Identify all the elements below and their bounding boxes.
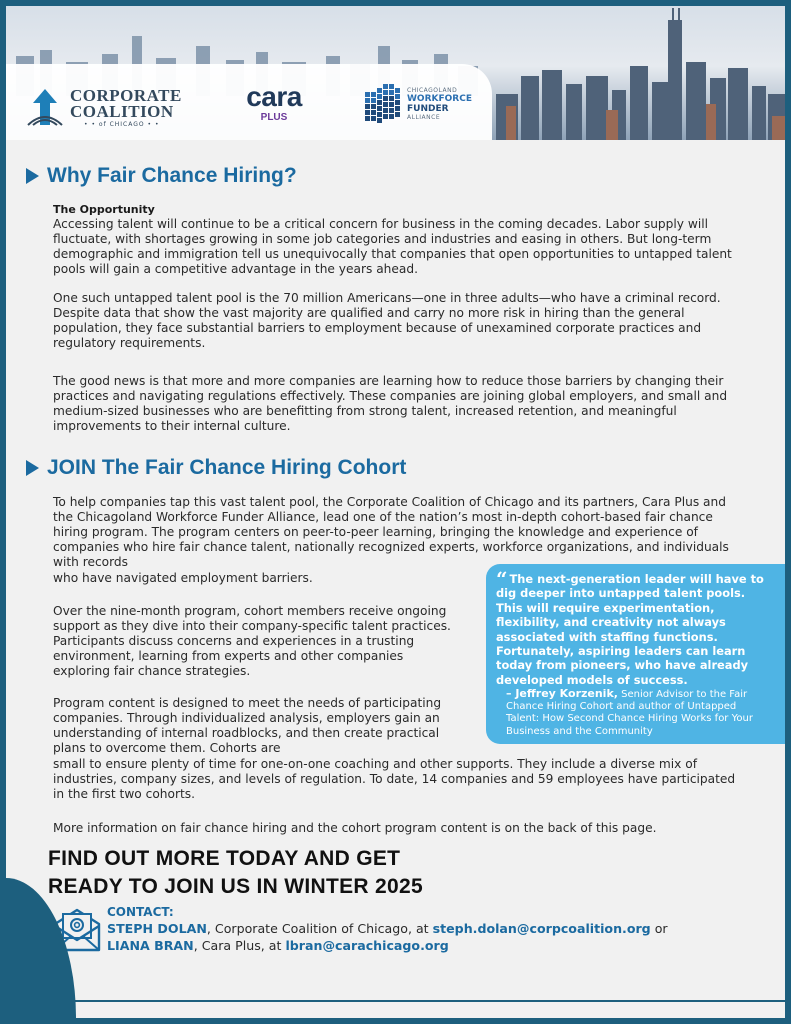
- coalition-logo-line3: • • of CHICAGO • •: [84, 121, 160, 128]
- why-heading-text: Why Fair Chance Hiring?: [47, 164, 297, 187]
- quote-author: – Jeffrey Korzenik,: [506, 687, 618, 700]
- contact-line-1: [107, 921, 668, 936]
- opportunity-paragraph-2: One such untapped talent pool is the 70 million Americans—one in three adults—who have a criminal record. Despite data that show the vast majority are qualified and carry no more risk in hiring than the general population, they face substantial barriers to employment because of unexamined corporate practices and regulatory requirements.: [53, 291, 721, 351]
- triangle-bullet-icon: [26, 460, 39, 476]
- funder-logo-line1: CHICAGOLAND: [407, 87, 458, 94]
- join-heading-text: JOIN The Fair Chance Hiring Cohort: [47, 456, 407, 479]
- quote-text-block: [496, 567, 771, 687]
- coalition-logo-line2: COALITION: [70, 102, 174, 121]
- coalition-emblem-icon: [26, 87, 64, 127]
- contact-1-email-link[interactable]: steph.dolan@corpcoalition.org: [432, 921, 651, 936]
- call-to-action: [48, 845, 423, 901]
- contact-label: CONTACT:: [107, 905, 174, 919]
- section-heading-join: [26, 456, 406, 480]
- quote-attribution: [506, 688, 771, 738]
- cohort-paragraph-3-narrow: Program content is designed to meet the needs of participating companies. Through individualized analysis, employers gain an understanding of internal roadblocks, and then create practical plans to overcome them. Cohorts are: [53, 696, 442, 756]
- cta-line-1: FIND OUT MORE TODAY AND GET: [48, 847, 401, 870]
- flyer-page: [6, 6, 785, 1018]
- footer-divider: [66, 1000, 785, 1002]
- contact-line-2: [107, 938, 449, 953]
- contact-1-suffix: or: [650, 921, 668, 936]
- funder-logo-line3: FUNDER: [407, 104, 449, 114]
- quote-mark-icon: “: [496, 567, 508, 591]
- workforce-funder-logo: [363, 78, 488, 136]
- cohort-paragraph-1-tail: who have navigated employment barriers.: [53, 571, 313, 585]
- contact-2-name: LIANA BRAN: [107, 938, 194, 953]
- cara-plus-logo: [234, 82, 314, 128]
- funder-building-icon: [363, 80, 403, 136]
- header-banner: [6, 6, 785, 140]
- corporate-coalition-logo: [26, 85, 196, 130]
- opportunity-paragraph-1: Accessing talent will continue to be a critical concern for business in the coming decades. Labor supply will fluctuate, with shortages growing in some job categories and industries and easing in others. But long-term demographic and immigration tell us unequivocally that companies that open opportunities to untapped talent pools will gain a competitive advantage in the years ahead.: [53, 217, 732, 277]
- quote-author-title: Senior Advisor to the Fair Chance Hiring Cohort and author of Untapped Talent: How Second Chance Hiring Works for Your Business and the Community: [506, 689, 753, 737]
- contact-2-org: , Cara Plus, at: [193, 938, 286, 953]
- cara-logo-word: cara: [246, 81, 302, 112]
- opportunity-paragraph-3: The good news is that more and more companies are learning how to reduce those barriers by changing their practices and navigating regulations effectively. These companies are joining global employers, and small and medium-sized businesses who are benefitting from strong talent, increased retention, and meaningful improvements to their internal culture.: [53, 374, 728, 434]
- coalition-logo-line1: CORPORATE: [70, 86, 182, 105]
- cohort-paragraph-4: More information on fair chance hiring and the cohort program content is on the back of this page.: [53, 821, 657, 835]
- triangle-bullet-icon: [26, 168, 39, 184]
- contact-1-org: , Corporate Coalition of Chicago, at: [206, 921, 433, 936]
- cohort-paragraph-1: To help companies tap this vast talent pool, the Corporate Coalition of Chicago and its partners, Cara Plus and the Chicagoland Workforce Funder Alliance, lead one of the nation’s most in-depth cohort-based fair chance hiring program. The program centers on peer-to-peer learning, bringing the knowledge and experience of companies who hire fair chance talent, nationally recognized experts, workforce organizations, and individuals with records: [53, 495, 729, 570]
- contact-2-email-link[interactable]: lbran@carachicago.org: [285, 938, 449, 953]
- cara-logo-plus: PLUS: [260, 112, 288, 123]
- cta-line-2: READY TO JOIN US IN WINTER 2025: [48, 875, 423, 898]
- quote-callout: [486, 564, 785, 744]
- opportunity-subheading: The Opportunity: [53, 203, 155, 216]
- contact-1-name: STEPH DOLAN: [107, 921, 207, 936]
- cohort-paragraph-3-wide: small to ensure plenty of time for one-on-one coaching and other supports. They include a diverse mix of industries, company sizes, and levels of regulation. To date, 14 companies and 59 employees have participated in the first two cohorts.: [53, 757, 736, 802]
- cohort-paragraph-2: Over the nine-month program, cohort members receive ongoing support as they dive into their company-specific talent practices. Participants discuss concerns and experiences in a trusting environment, learning from experts and other companies exploring fair chance strategies.: [53, 604, 451, 679]
- funder-logo-line2: WORKFORCE: [407, 94, 472, 104]
- funder-logo-line4: ALLIANCE: [407, 114, 441, 121]
- quote-text: The next-generation leader will have to dig deeper into untapped talent pools. This will require experimentation, flexibility, and creativity not always associated with staffing functions. Fortunately, aspiring leaders can learn today from pioneers, who have already developed models of success.: [496, 572, 764, 687]
- section-heading-why: [26, 164, 297, 188]
